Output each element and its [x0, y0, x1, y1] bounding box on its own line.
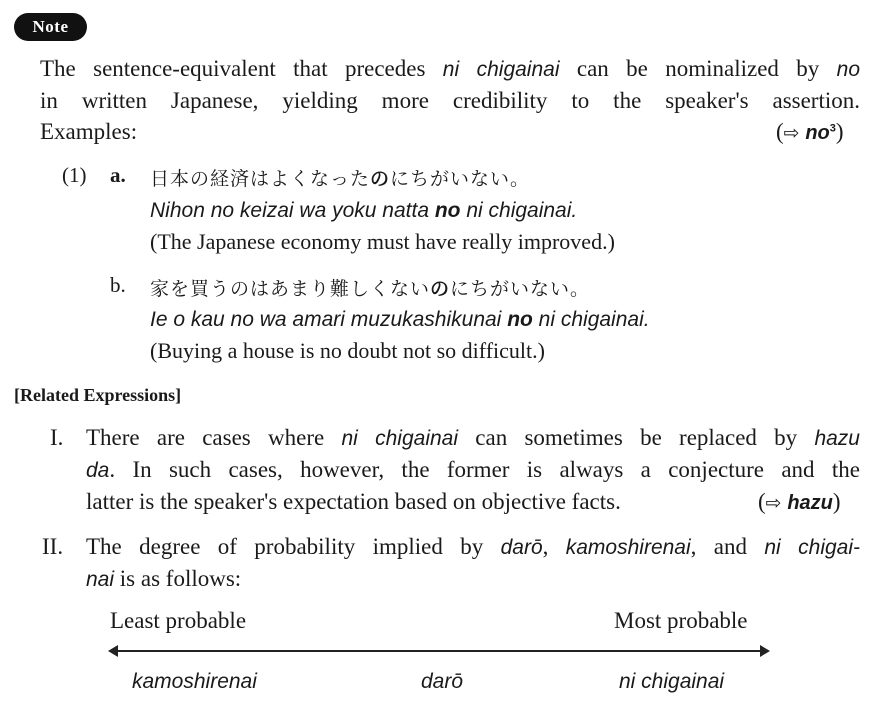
- example-b-romaji: [150, 308, 650, 332]
- ref-superscript: 3: [829, 122, 836, 135]
- example-letter-a: a.: [110, 163, 126, 187]
- item-text: . In such cases, however, the former is always a conjecture and the: [109, 457, 860, 482]
- romaji-text: ni chigainai.: [532, 308, 650, 331]
- related-item-2-number: II.: [42, 534, 64, 559]
- term-ni-chigainai: ni chigainai: [442, 58, 560, 81]
- related-heading: [Related Expressions]: [14, 385, 182, 405]
- example-a-japanese: [150, 164, 530, 191]
- example-a-translation: (The Japanese economy must have really improved.): [150, 229, 615, 254]
- romaji-no-bold: no: [507, 308, 533, 331]
- jp-text: 家を買うのはあまり難しくない: [150, 278, 431, 300]
- term-daro: darō: [500, 536, 543, 559]
- term-ni-chigainai: ni chigainai: [341, 427, 459, 450]
- example-letter-b: b.: [110, 273, 126, 297]
- jp-text: にちがいない。: [450, 278, 591, 300]
- ref-no: no: [805, 122, 830, 144]
- note-badge: Note: [14, 13, 87, 41]
- example-number: (1): [62, 163, 87, 187]
- probability-scale-line: [110, 650, 765, 652]
- item-text: is as follows:: [114, 566, 242, 591]
- most-probable-label: Most probable: [614, 608, 748, 633]
- related-item-1-number: I.: [50, 425, 64, 450]
- romaji-no-bold: no: [434, 199, 461, 222]
- related-item-1-line-1: [86, 425, 860, 451]
- jp-no-bold: の: [370, 168, 391, 190]
- jp-text: 日本の経済はよくなった: [150, 168, 371, 190]
- item-text: ,: [542, 534, 566, 559]
- related-item-1-line-2: [86, 457, 860, 483]
- romaji-text: ni chigainai.: [460, 199, 578, 222]
- scale-term-ni-chigainai: ni chigainai: [619, 670, 725, 693]
- note-line-2: in written Japanese, yielding more credibility to the speaker's assertion.: [40, 88, 860, 113]
- related-item-1-line-3: latter is the speaker's expectation based on objective facts.: [86, 489, 621, 514]
- hazu-cross-reference: (⇨ hazu): [758, 489, 841, 514]
- jp-no-bold: の: [430, 278, 451, 300]
- item-text: , and: [690, 534, 765, 559]
- example-b-translation: (Buying a house is no doubt not so difficult.): [150, 338, 545, 363]
- least-probable-label: Least probable: [110, 608, 247, 633]
- example-a-romaji: [150, 199, 577, 223]
- related-item-2-line-2: [86, 566, 241, 592]
- item-text: can sometimes be replaced by: [458, 425, 815, 450]
- arrow-right-icon: [760, 645, 770, 657]
- item-text: There are cases where: [86, 425, 342, 450]
- example-b-japanese: [150, 274, 590, 301]
- note-text: The sentence-equivalent that precedes: [40, 56, 443, 81]
- romaji-text: Ie o kau no wa amari muzukashikunai: [150, 308, 508, 331]
- term-nai: nai: [86, 568, 115, 591]
- term-da: da: [86, 459, 110, 482]
- note-text: can be nominalized by: [559, 56, 837, 81]
- related-item-2-line-1: [86, 534, 860, 560]
- examples-label: Examples:: [40, 119, 138, 144]
- arrow-left-icon: [108, 645, 118, 657]
- jp-text: にちがいない。: [390, 168, 531, 190]
- item-text: The degree of probability implied by: [86, 534, 501, 559]
- ref-hazu: hazu: [787, 492, 833, 514]
- term-ni-chigainai: ni chigai-: [764, 536, 860, 559]
- term-kamoshirenai: kamoshirenai: [565, 536, 691, 559]
- scale-term-daro: darō: [421, 670, 464, 693]
- term-hazu: hazu: [814, 427, 860, 450]
- note-line-1: [40, 56, 860, 82]
- scale-term-kamoshirenai: kamoshirenai: [132, 670, 257, 693]
- romaji-text: Nihon no keizai wa yoku natta: [150, 199, 435, 222]
- cross-reference: (⇨ $no^3$): [776, 119, 844, 144]
- term-no: no: [836, 58, 861, 81]
